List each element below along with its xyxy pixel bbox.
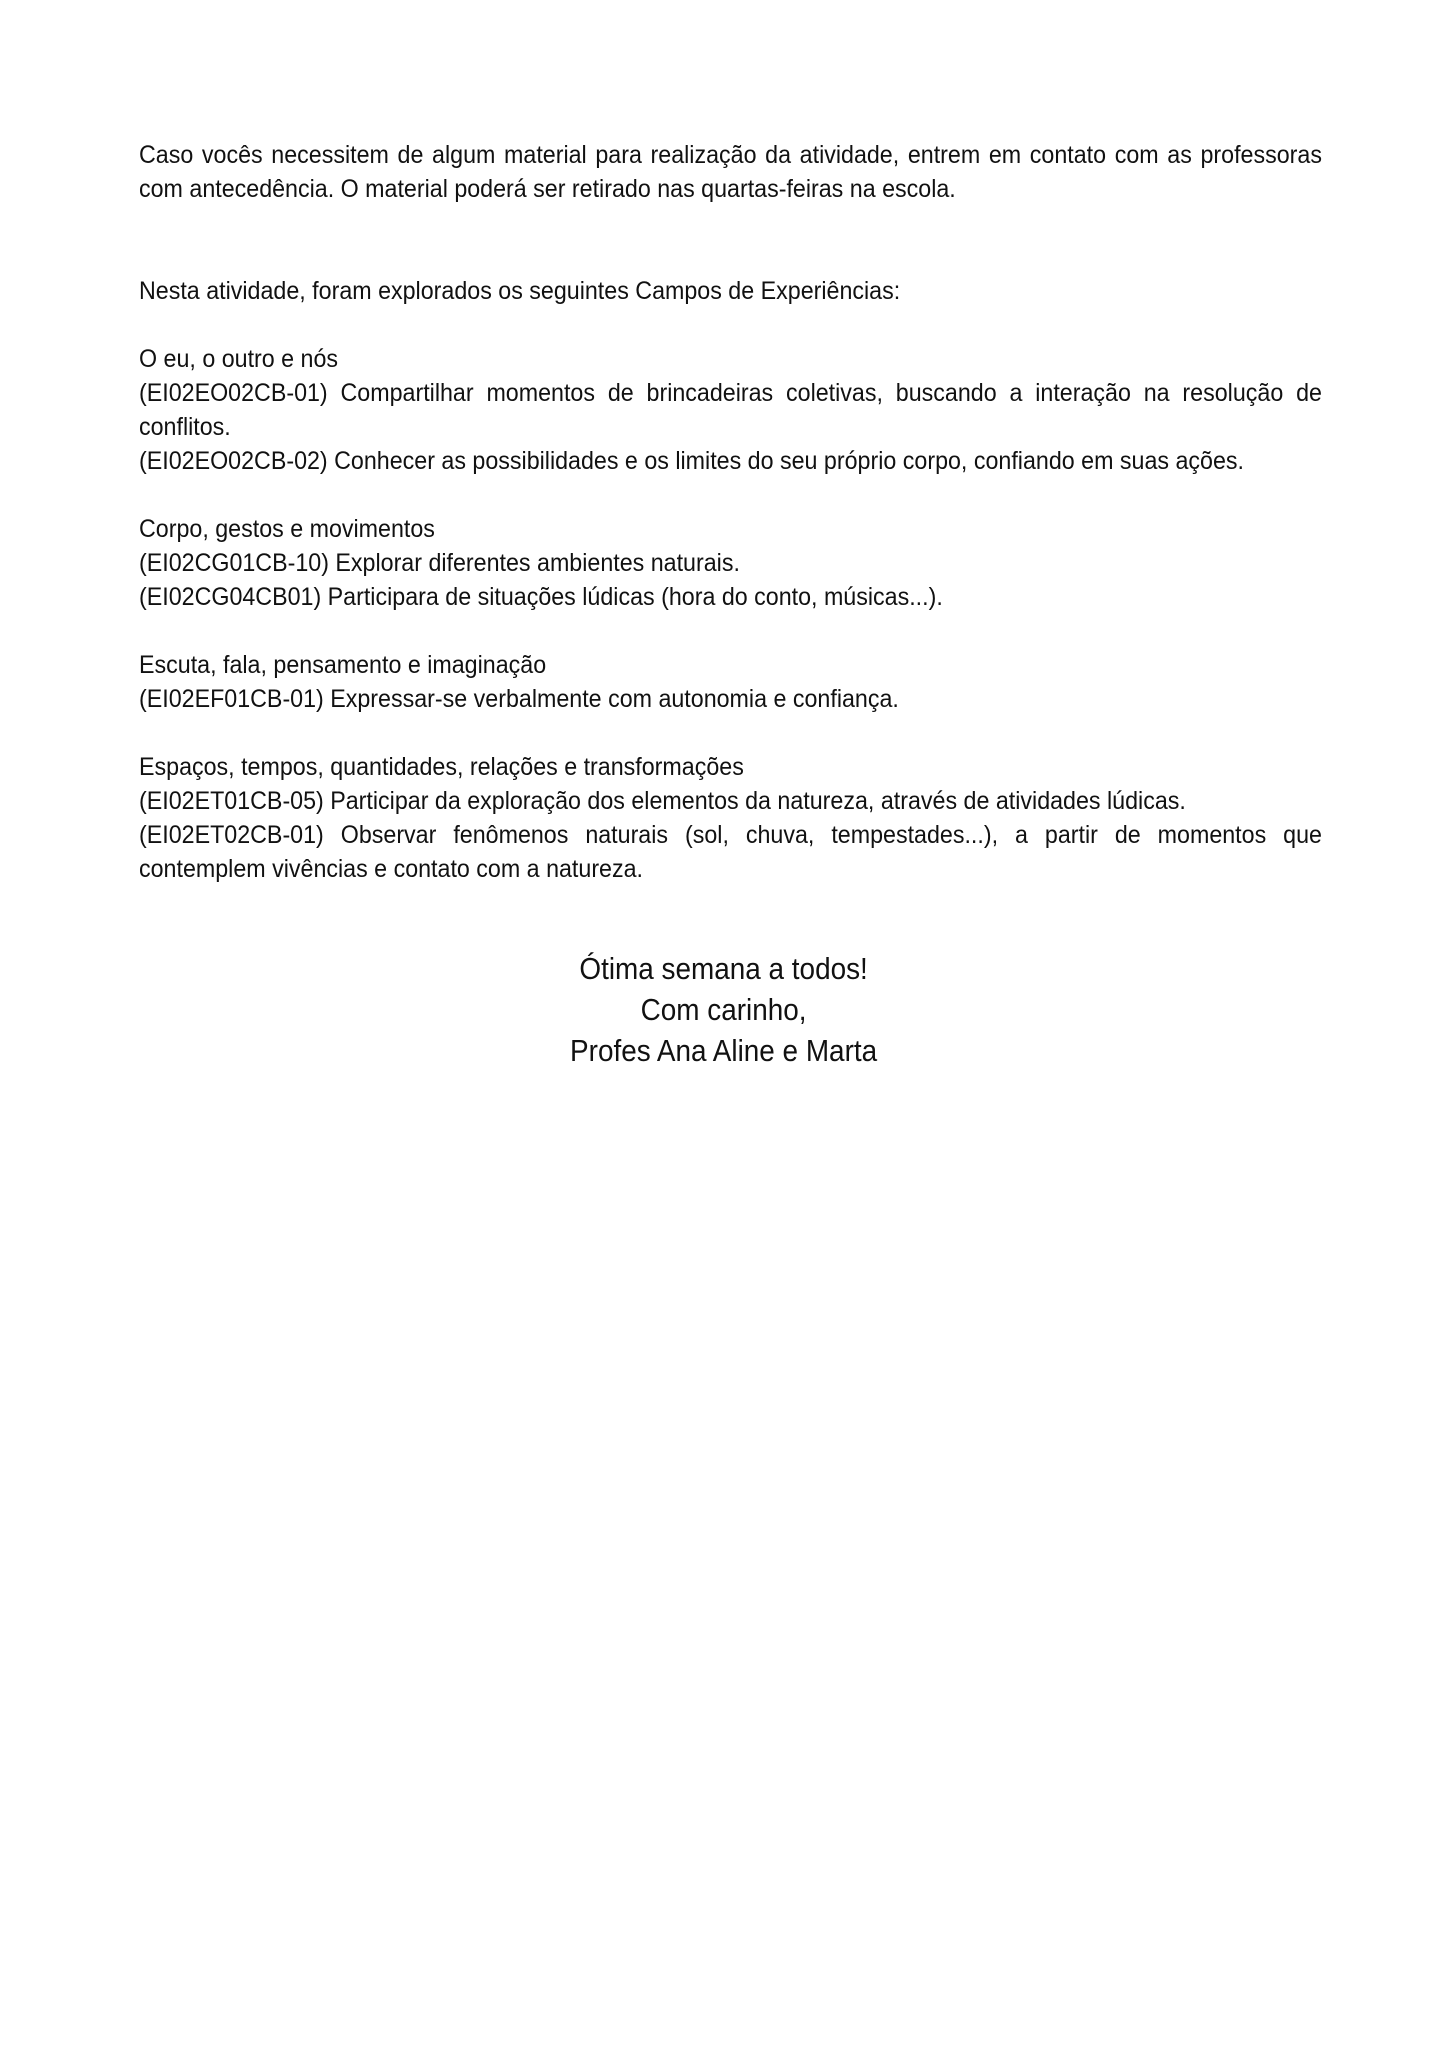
objective-line: (EI02EO02CB-02) Conhecer as possibilidades e os limites do seu próprio corpo, confiando em suas ações. <box>139 447 1244 475</box>
objective-line: (EI02CG04CB01) Participara de situações lúdicas (hora do conto, músicas...). <box>139 583 943 611</box>
section-title: Corpo, gestos e movimentos <box>139 515 435 543</box>
section-title: O eu, o outro e nós <box>139 345 339 373</box>
section-escuta-fala-pensamento <box>139 648 1322 716</box>
closing-greeting: Ótima semana a todos! <box>579 951 869 986</box>
objective-line: (EI02EF01CB-01) Expressar-se verbalmente com autonomia e confiança. <box>139 685 899 713</box>
objective-line: (EI02EO02CB-01) Compartilhar momentos de brincadeiras coletivas, buscando a interação na resolução de <box>139 379 1322 407</box>
intro-line-2: com antecedência. O material poderá ser retirado nas quartas-feiras na escola. <box>139 175 956 203</box>
section-corpo-gestos-e-movimentos <box>139 512 1322 614</box>
objective-line: (EI02CG01CB-10) Explorar diferentes ambientes naturais. <box>139 549 740 577</box>
intro-line-1: Caso vocês necessitem de algum material para realização da atividade, entrem em contato com as professoras <box>139 141 1322 169</box>
objective-line: conflitos. <box>139 413 231 441</box>
section-title: Espaços, tempos, quantidades, relações e transformações <box>139 753 744 781</box>
section-espacos-tempos-quantidades <box>139 750 1322 886</box>
closing-signature <box>0 948 1448 1071</box>
closing-signature-names: Profes Ana Aline e Marta <box>570 1033 878 1068</box>
objective-line: contemplem vivências e contato com a natureza. <box>139 855 644 883</box>
document-body <box>139 138 1322 886</box>
section-o-eu-o-outro-e-nos <box>139 342 1322 478</box>
campos-intro: Nesta atividade, foram explorados os seguintes Campos de Experiências: <box>139 277 901 305</box>
section-title: Escuta, fala, pensamento e imaginação <box>139 651 547 679</box>
intro-paragraph <box>139 138 1322 206</box>
objective-line: (EI02ET02CB-01) Observar fenômenos naturais (sol, chuva, tempestades...), a partir de momentos que <box>139 821 1322 849</box>
objective-line: (EI02ET01CB-05) Participar da exploração dos elementos da natureza, através de atividades lúdicas. <box>139 787 1186 815</box>
closing-regards: Com carinho, <box>641 992 807 1027</box>
